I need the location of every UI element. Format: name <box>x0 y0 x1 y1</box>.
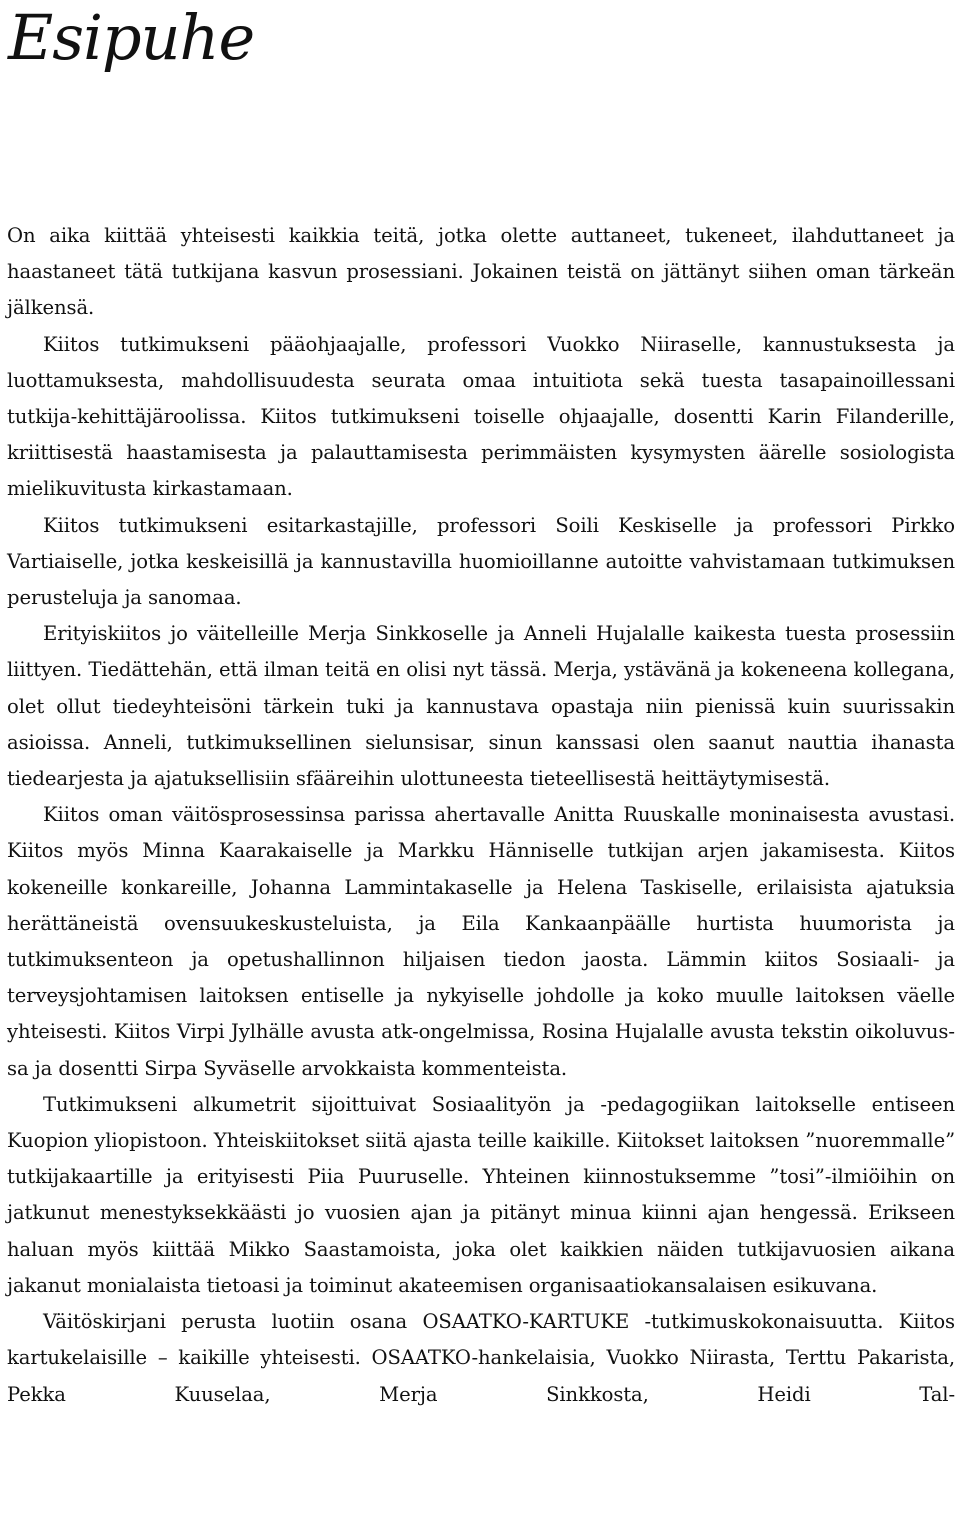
paragraph-supervisors: Kiitos tutkimukseni pääohjaajalle, professori Vuokko Niiraselle, kannustuksesta ja luottamuksesta, mahdollisuudesta seurata omaa intuitiota sekä tuesta tasapainoillessani tutkija-kehittäjäroolissa. Kiitos tutkimukseni toiselle ohjaajalle, dosentti Karin Filanderille, kriittisestä haastamisesta ja palauttamisesta perimmäisten kysymysten äärelle sosiologista mielikuvitusta kirkastamaan. <box>7 332 955 501</box>
body-text <box>7 218 955 1413</box>
paragraph-pre-examiners: Kiitos tutkimukseni esitarkastajille, professori Soili Keskiselle ja professori Pirkko Vartiaiselle, jotka keskeisillä ja kannustavilla huomioillanne autoitte vahvistamaan tutkimuksen perusteluja ja sanomaa. <box>7 513 955 610</box>
paragraph-project: Väitöskirjani perusta luotiin osana OSAATKO-KARTUKE -tutkimuskokonaisuutta. Kiitos kartukelaisille – kaikille yhteisesti. OSAATKO-hankelaisia, Vuokko Niirasta, Terttu Pakarista, Pekka Kuuselaa, Merja Sinkkosta, Heidi Tal- <box>7 1310 955 1406</box>
paragraph-colleagues: Kiitos oman väitösprosessinsa parissa ahertavalle Anitta Ruuskalle moninaisesta avustasi. Kiitos myös Minna Kaarakaiselle ja Markku Hänniselle tutkijan arjen jakamisesta. Kiitos kokeneille konkareille, Johanna Lammintakaselle ja Helena Taskiselle, erilaisista ajatuksia herättäneistä ovensuukeskusteluista, ja Eila Kankaanpäälle hurtista huumorista ja tutkimuksenteon ja opetushallinnon hiljaisen tiedon jaosta. Lämmin kiitos Sosiaali- ja terveysjohtamisen laitoksen entiselle ja nykyiselle johdolle ja koko muulle laitoksen väelle yhteisesti. Kiitos Virpi Jylhälle avusta atk-ongelmissa, Rosina Hujalalle avusta tekstin oikoluvussa ja dosentti Sirpa Syväselle arvokkaista kommenteista. <box>7 803 955 1080</box>
paragraph-opening: On aika kiittää yhteisesti kaikkia teitä, jotka olette auttaneet, tukeneet, ilahduttaneet ja haastaneet tätä tutkijana kasvun prosessiani. Jokainen teistä on jättänyt siihen oman tärkeän jälkensä. <box>7 224 955 320</box>
paragraph-special-thanks: Erityiskiitos jo väitelleille Merja Sinkkoselle ja Anneli Hujalalle kaikesta tuesta prosessiin liittyen. Tiedättehän, että ilman teitä en olisi nyt tässä. Merja, ystävänä ja kokeneena kollegana, olet ollut tiedeyhteisöni tärkein tuki ja kannustava opastaja niin pienissä kuin suurissakin asioissa. Anneli, tutkimuksellinen sielunsisar, sinun kanssasi olen saanut nauttia ihanasta tiedearjesta ja ajatuksellisiin sfääreihin ulottuneesta tieteellisestä heittäytymisestä. <box>7 622 955 791</box>
page-title: Esipuhe <box>8 1 255 74</box>
paragraph-department: Tutkimukseni alkumetrit sijoittuivat Sosiaalityön ja -pedagogiikan laitokselle entiseen Kuopion yliopistoon. Yhteiskiitokset siitä ajasta teille kaikille. Kiitokset laitoksen ”nuoremmalle” tutkijakaartille ja erityisesti Piia Puuruselle. Yhteinen kiinnostuksemme ”tosi”-ilmiöihin on jatkunut menestyksekkäästi jo vuosien ajan ja pitänyt minua kiinni ajan hengessä. Erikseen haluan myös kiittää Mikko Saastamoista, joka olet kaikkien näiden tutkijavuosien aikana jakanut monialaista tietoasi ja toiminut akateemisen organisaatiokansalaisen esikuvana. <box>7 1092 955 1297</box>
